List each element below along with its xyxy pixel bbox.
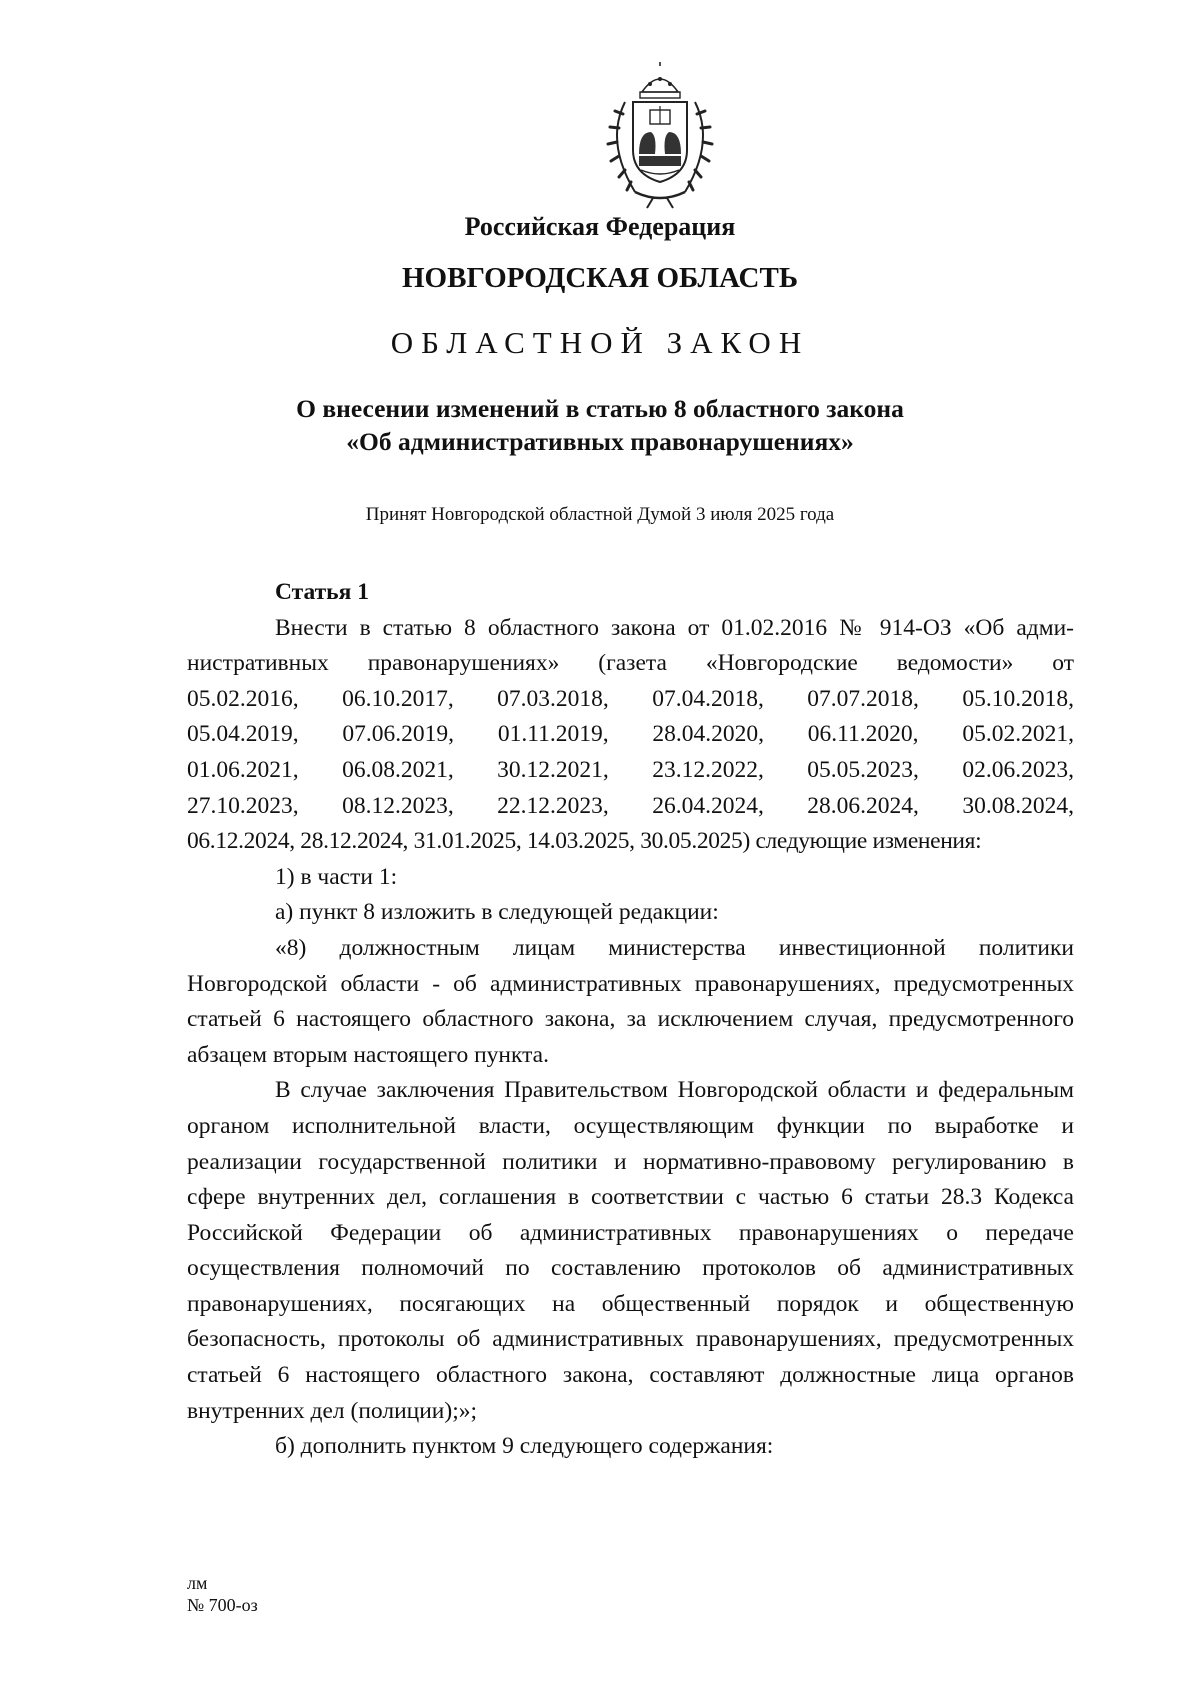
publication-date: 26.04.2024,: [652, 792, 764, 819]
item-1: 1) в части 1:: [275, 863, 398, 890]
publication-date: 01.11.2019,: [497, 721, 609, 748]
publication-date: 05.04.2019,: [187, 721, 299, 748]
date-row: [187, 789, 1074, 825]
publication-date: 01.06.2021,: [187, 756, 299, 783]
coat-of-arms-icon: [595, 62, 725, 212]
footer-note: [187, 1572, 258, 1616]
item-b: б) дополнить пунктом 9 следующего содержания:: [275, 1433, 774, 1460]
publication-date: 06.10.2017,: [342, 685, 454, 712]
article-intro-line-1: Внести в статью 8 областного закона от 01.02.2016 № 914-ОЗ «Об адми-: [275, 614, 1074, 641]
publication-date: 07.07.2018,: [807, 685, 919, 712]
publication-date: 07.06.2019,: [342, 721, 455, 748]
publication-date: 05.02.2021,: [962, 721, 1074, 748]
publication-date: 07.04.2018,: [652, 685, 764, 712]
publication-date: 06.08.2021,: [342, 756, 454, 783]
date-row: [187, 753, 1074, 789]
publication-dates: [187, 682, 1074, 824]
law-title-line-2: «Об административных правонарушениях»: [346, 427, 854, 456]
quoted-paragraph-2: В случае заключения Правительством Новгородской области и федеральным органом исполнительной власти, осуществляющим функции по выработке и реализации государственной политики и нормативно-правовому регулированию в сфере внутренних дел, соглашения в соответствии с частью 6 статьи 28.3 Кодекса Российской Федерации об административных правонарушениях о передаче осуществления полномочий по составлению протоколов об административных правонарушениях, посягающих на общественный порядок и общественную безопасность, протоколы об административных правонарушениях, предусмотренных статьей 6 настоящего областного закона, составляют должностные лица органов внутренних дел (полиции);»;: [187, 1077, 1074, 1424]
publication-date: 23.12.2022,: [652, 756, 764, 783]
publication-date: 28.04.2020,: [652, 721, 764, 748]
publication-date: 05.02.2016,: [187, 685, 299, 712]
adoption-note: Принят Новгородской областной Думой 3 июля 2025 года: [365, 504, 835, 525]
publication-date: 06.11.2020,: [807, 721, 919, 748]
federation-heading: Российская Федерация: [464, 212, 736, 241]
footer-law-number: № 700-оз: [187, 1595, 258, 1615]
law-title-line-1: О внесении изменений в статью 8 областного закона: [296, 394, 904, 423]
publication-date: 05.10.2018,: [962, 685, 1074, 712]
article-heading: Статья 1: [275, 579, 369, 605]
publication-date: 07.03.2018,: [497, 685, 609, 712]
publication-date: 05.05.2023,: [807, 756, 919, 783]
region-heading: НОВГОРОДСКАЯ ОБЛАСТЬ: [401, 262, 799, 294]
article-body: [187, 575, 1074, 1465]
publication-date: 27.10.2023,: [187, 792, 299, 819]
publication-date: 30.08.2024,: [962, 792, 1074, 819]
item-a: а) пункт 8 изложить в следующей редакции:: [275, 899, 719, 926]
document-type-heading: ОБЛАСТНОЙ ЗАКОН: [390, 325, 810, 360]
law-title: [0, 392, 1200, 458]
date-row: [187, 682, 1074, 718]
date-row: [187, 717, 1074, 753]
publication-date: 28.06.2024,: [807, 792, 919, 819]
article-intro-last-line: 06.12.2024, 28.12.2024, 31.01.2025, 14.03.2025, 30.05.2025) следующие изменения:: [187, 828, 982, 855]
publication-date: 22.12.2023,: [497, 792, 609, 819]
article-intro-line-2: нистративных правонарушениях» (газета «Новгородские ведомости» от: [187, 650, 1074, 677]
publication-date: 02.06.2023,: [962, 756, 1074, 783]
publication-date: 08.12.2023,: [342, 792, 454, 819]
quoted-paragraph-1: «8) должностным лицам министерства инвестиционной политики Новгородской области - об административных правонарушениях, предусмотренных статьей 6 настоящего областного закона, за исключением случая, предусмотренного абзацем вторым настоящего пункта.: [187, 934, 1074, 1068]
publication-date: 30.12.2021,: [497, 756, 609, 783]
footer-initials: лм: [187, 1573, 208, 1593]
